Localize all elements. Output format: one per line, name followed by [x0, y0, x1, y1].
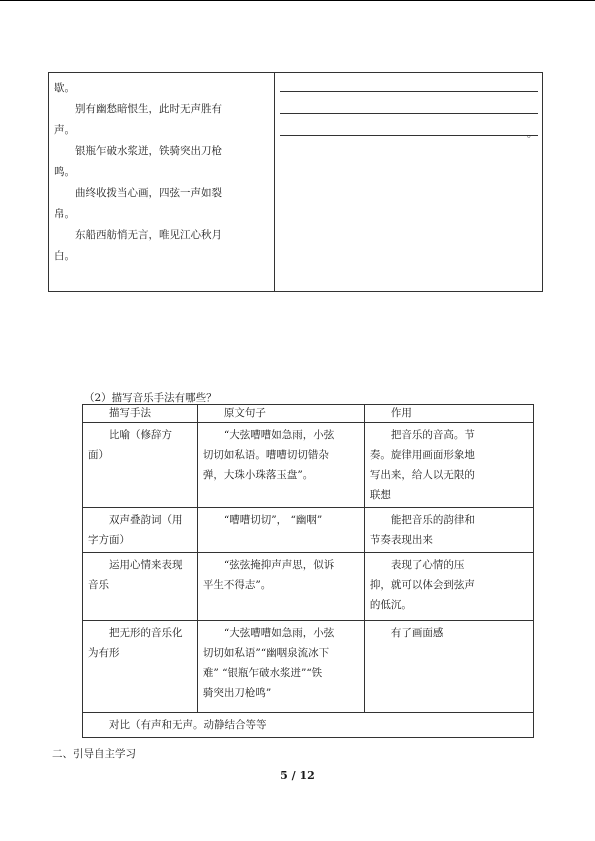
- cell-line: 面）: [88, 449, 109, 461]
- effect-cell: [364, 508, 533, 553]
- cell-line: 双声叠韵词（用: [109, 514, 183, 526]
- sentence-cell: [197, 508, 364, 553]
- method-cell: [83, 553, 198, 621]
- question-text: （2）描写音乐手法有哪些？: [84, 392, 217, 404]
- table-row: [83, 553, 534, 621]
- table-row: [83, 423, 534, 508]
- footer-cell: 对比（有声和无声。动静结合等等: [83, 713, 534, 738]
- cell-line: 运用心情来表现: [109, 559, 183, 571]
- poem-line: 白。: [54, 250, 75, 262]
- poem-line: 鸣。: [54, 166, 75, 178]
- effect-cell: [364, 621, 533, 713]
- poem-text: [54, 78, 268, 267]
- cell-line: “弦弦掩抑声声思，似诉: [223, 559, 335, 571]
- cell-line: 奏。旋律用画面形象地: [369, 449, 475, 461]
- cell-line: 的低沉。: [369, 599, 412, 611]
- poem-line: 别有幽愁暗恨生，此时无声胜有: [75, 103, 222, 115]
- sentence-cell: [197, 621, 364, 713]
- poem-line: 歇。: [54, 82, 75, 94]
- table-row: [83, 508, 534, 553]
- cell-line: 切切如私语”“幽咽泉流冰下: [202, 647, 330, 659]
- effect-cell: [364, 553, 533, 621]
- answer-blank-line: [280, 135, 538, 136]
- cell-line: 字方面）: [88, 534, 130, 546]
- cell-line: 为有形: [88, 647, 120, 659]
- header-cell: 作用: [364, 405, 533, 423]
- poem-table: [48, 72, 543, 292]
- page-top-rule: [0, 0, 595, 1]
- cell-line: 比喻（修辞方: [109, 429, 172, 441]
- page-number: 5 / 12: [280, 769, 315, 782]
- poem-line: 帛。: [54, 208, 75, 220]
- cell-line: 把音乐的音高。节: [390, 429, 475, 441]
- table-header-row: [83, 405, 534, 423]
- header-cell: 原文句子: [197, 405, 364, 423]
- answer-blank-line: [280, 113, 538, 114]
- cell-line: “大弦嘈嘈如急雨，小弦: [223, 627, 335, 639]
- cell-line: 音乐: [88, 579, 109, 591]
- cell-line: “嘈嘈切切”， “幽咽”: [223, 514, 323, 526]
- music-technique-table: [82, 404, 534, 738]
- cell-line: 抑，就可以体会到弦声: [369, 579, 475, 591]
- poem-line: 银瓶乍破水浆迸，铁骑突出刀枪: [75, 145, 222, 157]
- cell-line: 写出来，给人以无限的: [369, 469, 475, 481]
- blank-end-mark: 。: [527, 129, 537, 140]
- sentence-cell: [197, 423, 364, 508]
- cell-line: 联想: [369, 489, 391, 501]
- cell-line: 难” “银瓶乍破水浆迸”“铁: [202, 667, 323, 679]
- poem-table-divider: [274, 73, 275, 291]
- cell-line: 表现了心情的压: [390, 559, 465, 571]
- table-row: [83, 621, 534, 713]
- cell-line: 能把音乐的韵律和: [390, 514, 475, 526]
- poem-line: 曲终收拨当心画，四弦一声如裂: [75, 187, 222, 199]
- cell-line: 骑突出刀枪鸣”: [202, 687, 272, 699]
- sentence-cell: [197, 553, 364, 621]
- header-cell: 描写手法: [83, 405, 198, 423]
- method-cell: [83, 508, 198, 553]
- cell-line: 把无形的音乐化: [109, 627, 183, 639]
- cell-line: 平生不得志”。: [202, 579, 272, 591]
- cell-line: 弹，大珠小珠落玉盘”。: [202, 469, 314, 481]
- section-heading: 二、引导自主学习: [52, 748, 136, 760]
- poem-line: 声。: [54, 124, 75, 136]
- effect-cell: [364, 423, 533, 508]
- cell-line: 切切如私语。嘈嘈切切错杂: [202, 449, 329, 461]
- answer-blank-line: [280, 91, 538, 92]
- cell-line: 有了画面感: [390, 627, 444, 639]
- poem-line: 东船西舫悄无言，唯见江心秋月: [75, 229, 222, 241]
- cell-line: “大弦嘈嘈如急雨，小弦: [223, 429, 335, 441]
- method-cell: [83, 423, 198, 508]
- cell-line: 节奏表现出来: [369, 534, 433, 546]
- table-footer-row: [83, 713, 534, 738]
- method-cell: [83, 621, 198, 713]
